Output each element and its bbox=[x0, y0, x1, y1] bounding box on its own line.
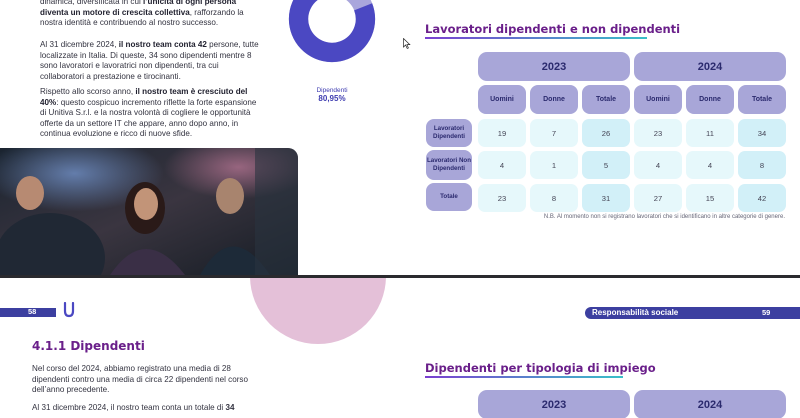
table-cell: 26 bbox=[582, 119, 630, 147]
intro-paragraph bbox=[40, 0, 262, 29]
table-cell: 4 bbox=[686, 151, 734, 179]
year-header-2024: 2024 bbox=[634, 52, 786, 81]
table-cell: 31 bbox=[582, 184, 630, 212]
table-cell: 23 bbox=[634, 119, 682, 147]
year-header-2023: 2023 bbox=[478, 390, 630, 418]
subsection-title: 4.1.1 Dipendenti bbox=[32, 339, 145, 353]
section-header: Responsabilità sociale bbox=[592, 308, 679, 317]
row-label-non-dipendenti: Lavoratori Non Dipendenti bbox=[426, 150, 472, 180]
employment-table-title: Dipendenti per tipologia di impiego bbox=[425, 361, 656, 375]
intro-text-end: , rafforzando la nostra identità e contribuendo al nostro successo. bbox=[40, 7, 244, 28]
mouse-cursor-icon bbox=[403, 38, 411, 49]
growth-text-end: : questo cospicuo incremento riflette la forte espansione di Unitiva S.r.l. e la nostra volontà di cogliere le opportunità offerte da un settore IT che appare, anno dopo anno, in continua evoluzione e ricco di nuove sfide. bbox=[40, 97, 257, 139]
total-bold: 34 bbox=[225, 403, 235, 412]
col-header-donne-2023: Donne bbox=[530, 85, 578, 114]
table-cell: 4 bbox=[634, 151, 682, 179]
table-cell: 23 bbox=[478, 184, 526, 212]
year-header-2024: 2024 bbox=[634, 390, 786, 418]
table-cell: 42 bbox=[738, 184, 786, 212]
donut-label: Dipendenti bbox=[316, 87, 348, 94]
col-header-uomini-2023: Uomini bbox=[478, 85, 526, 114]
growth-paragraph bbox=[40, 87, 262, 140]
team-bold: il nostro team conta 42 bbox=[118, 40, 207, 49]
title-underline bbox=[425, 376, 623, 378]
table-title: Lavoratori dipendenti e non dipendenti bbox=[425, 22, 681, 36]
brand-logo-icon bbox=[63, 302, 75, 318]
intro-text: dinamica, diversificata in cui bbox=[40, 0, 144, 6]
year-header-2023: 2023 bbox=[478, 52, 630, 81]
average-paragraph: Nel corso del 2024, abbiamo registrato una media di 28 dipendenti contro una media di circa 22 dipendenti nel corso dell’anno precedente. bbox=[32, 364, 248, 395]
col-header-donne-2024: Donne bbox=[686, 85, 734, 114]
table-cell: 8 bbox=[530, 184, 578, 212]
growth-text: Rispetto allo scorso anno, bbox=[40, 87, 136, 96]
page-number-left: 58 bbox=[28, 307, 37, 316]
table-cell: 7 bbox=[530, 119, 578, 147]
team-text: Al 31 dicembre 2024, bbox=[40, 40, 119, 49]
table-cell: 27 bbox=[634, 184, 682, 212]
decorative-circle bbox=[250, 278, 386, 344]
table-cell: 19 bbox=[478, 119, 526, 147]
title-underline bbox=[425, 37, 647, 39]
table-cell: 15 bbox=[686, 184, 734, 212]
table-cell: 5 bbox=[582, 151, 630, 179]
team-paragraph bbox=[40, 40, 262, 82]
table-cell: 1 bbox=[530, 151, 578, 179]
row-label-totale: Totale bbox=[426, 183, 472, 211]
bottom-page-spread bbox=[0, 278, 800, 418]
col-header-totale-2024: Totale bbox=[738, 85, 786, 114]
donut-main-arc bbox=[289, 0, 376, 62]
row-label-dipendenti: Lavoratori Dipendenti bbox=[426, 119, 472, 147]
col-header-totale-2023: Totale bbox=[582, 85, 630, 114]
intro-bold: l’unicità di ogni persona diventa un motore di crescita collettiva bbox=[40, 0, 237, 17]
table-footnote: N.B. Al momento non si registrano lavoratori che si identificano in altre categorie di genere. bbox=[543, 214, 785, 220]
team-photo bbox=[0, 148, 298, 275]
table-cell: 34 bbox=[738, 119, 786, 147]
col-header-uomini-2024: Uomini bbox=[634, 85, 682, 114]
team-text-end: persone, tutte localizzate in Italia. Di queste, 34 sono dipendenti mentre 8 sono lavoratori e lavoratrici non dipendenti, tra cui collaboratori a prestazione e tirocinanti. bbox=[40, 40, 259, 81]
page-number-right: 59 bbox=[762, 308, 771, 317]
donut-percentage: 80,95% bbox=[318, 94, 346, 103]
growth-bold: il nostro team è cresciuto del 40% bbox=[40, 87, 248, 107]
table-cell: 8 bbox=[738, 151, 786, 179]
total-text: Al 31 dicembre 2024, il nostro team conta un totale di bbox=[32, 403, 226, 412]
total-paragraph bbox=[32, 403, 262, 414]
table-cell: 4 bbox=[478, 151, 526, 179]
employees-donut-chart bbox=[288, 0, 376, 63]
table-cell: 11 bbox=[686, 119, 734, 147]
